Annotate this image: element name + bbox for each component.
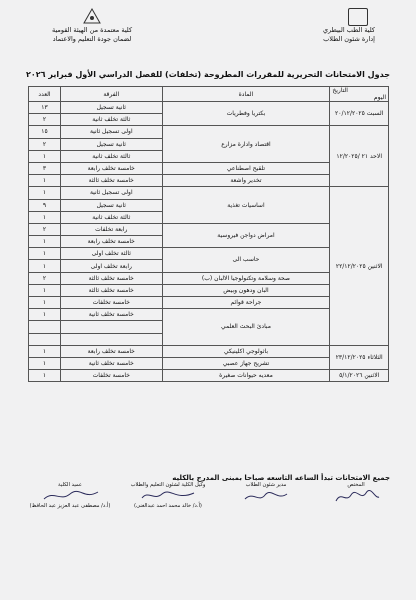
grade-cell: خامسة تخلف رابعة bbox=[61, 236, 163, 248]
faculty-logo-icon bbox=[348, 8, 368, 26]
subject-cell: تخدير واشعة bbox=[162, 175, 330, 187]
subject-cell: اقتصاد وادارة مزارع bbox=[162, 126, 330, 163]
count-cell: ١ bbox=[29, 370, 61, 382]
grade-cell: ثانية تسجيل bbox=[61, 102, 163, 114]
count-cell: ١ bbox=[29, 150, 61, 162]
subject-cell: مبادئ البحث العلمي bbox=[162, 309, 330, 346]
subject-cell: باثولوجي اكلينيكي bbox=[162, 345, 330, 357]
count-cell: ١ bbox=[29, 284, 61, 296]
count-cell: ١ bbox=[29, 175, 61, 187]
table-row bbox=[29, 370, 389, 382]
grade-cell: اولى تسجيل ثانية bbox=[61, 187, 163, 199]
table-row bbox=[29, 345, 389, 357]
grade-cell: ثانية تسجيل bbox=[61, 199, 163, 211]
count-cell bbox=[29, 333, 61, 345]
handwritten-signature-icon bbox=[138, 489, 198, 503]
signature-student-affairs: مدير شئون الطلاب bbox=[226, 482, 306, 505]
count-cell: ١٥ bbox=[29, 126, 61, 138]
header-count: العدد bbox=[29, 87, 61, 102]
table-header-row bbox=[29, 87, 389, 102]
university-logo-icon bbox=[82, 8, 102, 24]
signature-dean: عميد الكلية (أ.د/ مصطفى عبد العزيز عبد الحافظ) bbox=[29, 482, 111, 509]
subject-cell: جراحة قوائم bbox=[162, 297, 330, 309]
header-grade: الفرقة bbox=[61, 87, 163, 102]
page-title: جدول الامتحانات التحريرية للمقررات المطروحة (تخلفات) للفصل الدراسي الأول فبراير ٢٠٢٦ bbox=[26, 70, 390, 79]
exam-time-note: جميع الامتحانات تبدأ الساعه التاسعه صباحا بمبنى المدرج بالكليه bbox=[172, 474, 390, 482]
exam-date-cell: الاحد ٢١ /١٢/٢٠٢٥ bbox=[330, 126, 389, 187]
grade-cell: خامسة تخلف ثانية bbox=[61, 357, 163, 369]
count-cell: ١ bbox=[29, 211, 61, 223]
exam-date-cell: السبت ٢٠/١٢/٢٠٢٥ bbox=[330, 102, 389, 126]
exam-date-cell: الاثنين ٥/١/٢٠٢٦ bbox=[330, 370, 389, 382]
header-dept-right: إدارة شئون الطلاب bbox=[323, 35, 375, 43]
exam-date-cell: الاثنين ٢٢/١٢/٢٠٢٥ bbox=[330, 187, 389, 345]
count-cell: ١ bbox=[29, 309, 61, 321]
exam-table bbox=[28, 86, 389, 382]
header-date: التاريخ اليوم bbox=[330, 87, 389, 102]
grade-cell: رابعة تخلفات bbox=[61, 223, 163, 235]
grade-cell: رابعة تخلف اولى bbox=[61, 260, 163, 272]
grade-cell: ثانية تسجيل bbox=[61, 138, 163, 150]
count-cell: ٣ bbox=[29, 162, 61, 174]
count-cell: ٢ bbox=[29, 272, 61, 284]
subject-cell: صحة وسلامة وتكنولوجيا الالبان (ب) bbox=[162, 272, 330, 284]
signature-vice-dean: وكيل الكلية لشئون التعليم والطلاب (أ.د/ خالد محمد احمد عبدالغنى) bbox=[130, 482, 206, 509]
exam-date-cell: الثلاثاء ٢٣/١٢/٢٠٢٥ bbox=[330, 345, 389, 369]
count-cell: ١ bbox=[29, 297, 61, 309]
subject-cell: معديه حيوانات صغيرة bbox=[162, 370, 330, 382]
count-cell: ١ bbox=[29, 260, 61, 272]
grade-cell: خامسة تخلف رابعة bbox=[61, 345, 163, 357]
handwritten-signature-icon bbox=[331, 489, 381, 505]
grade-cell: خامسة تخلف ثالثة bbox=[61, 175, 163, 187]
table-row bbox=[29, 102, 389, 114]
subject-cell: حاسب الى bbox=[162, 248, 330, 272]
grade-cell: خامسة تخلفات bbox=[61, 370, 163, 382]
count-cell bbox=[29, 321, 61, 333]
count-cell: ١ bbox=[29, 345, 61, 357]
header-dept-left: لضمان جودة التعليم والاعتماد bbox=[52, 35, 132, 43]
subject-cell: البان ودهون وبيض bbox=[162, 284, 330, 296]
subject-cell: بكتريا وفطريات bbox=[162, 102, 330, 126]
grade-cell: اولى تسجيل ثانية bbox=[61, 126, 163, 138]
grade-cell bbox=[61, 333, 163, 345]
signature-block bbox=[20, 482, 396, 522]
count-cell: ٢ bbox=[29, 114, 61, 126]
grade-cell: خامسة تخلف رابعة bbox=[61, 162, 163, 174]
subject-cell: امراض دواجن فيروسية bbox=[162, 223, 330, 247]
count-cell: ٩ bbox=[29, 199, 61, 211]
header-college-left: كلية معتمدة من الهيئة القومية bbox=[51, 26, 133, 34]
count-cell: ١ bbox=[29, 187, 61, 199]
table-row bbox=[29, 187, 389, 199]
grade-cell: ثالثة تخلف ثانية bbox=[61, 114, 163, 126]
count-cell: ٢ bbox=[29, 223, 61, 235]
table-row bbox=[29, 126, 389, 138]
count-cell: ٢ bbox=[29, 138, 61, 150]
handwritten-signature-icon bbox=[241, 489, 291, 505]
count-cell: ١ bbox=[29, 248, 61, 260]
handwritten-signature-icon bbox=[40, 489, 100, 503]
count-cell: ١ bbox=[29, 236, 61, 248]
subject-cell: اساسيات تغذية bbox=[162, 187, 330, 224]
grade-cell: ثالثة تخلف اولى bbox=[61, 248, 163, 260]
letterhead bbox=[0, 8, 416, 50]
header-subject: المادة bbox=[162, 87, 330, 102]
grade-cell: خامسة تخلف ثانية bbox=[61, 309, 163, 321]
grade-cell: خامسة تخلفات bbox=[61, 297, 163, 309]
subject-cell: تلقيح اصطناعي bbox=[162, 162, 330, 174]
grade-cell: خامسة تخلف ثالثة bbox=[61, 272, 163, 284]
grade-cell: ثالثة تخلف ثانية bbox=[61, 150, 163, 162]
signature-specialist: المختص bbox=[316, 482, 396, 505]
grade-cell: ثالثة تخلف ثانية bbox=[61, 211, 163, 223]
grade-cell: خامسة تخلف ثالثة bbox=[61, 284, 163, 296]
header-college-right: كلية الطب البيطري bbox=[322, 26, 376, 34]
count-cell: ١ bbox=[29, 357, 61, 369]
subject-cell: تشريح جهاز عصبي bbox=[162, 357, 330, 369]
count-cell: ١٣ bbox=[29, 102, 61, 114]
grade-cell bbox=[61, 321, 163, 333]
